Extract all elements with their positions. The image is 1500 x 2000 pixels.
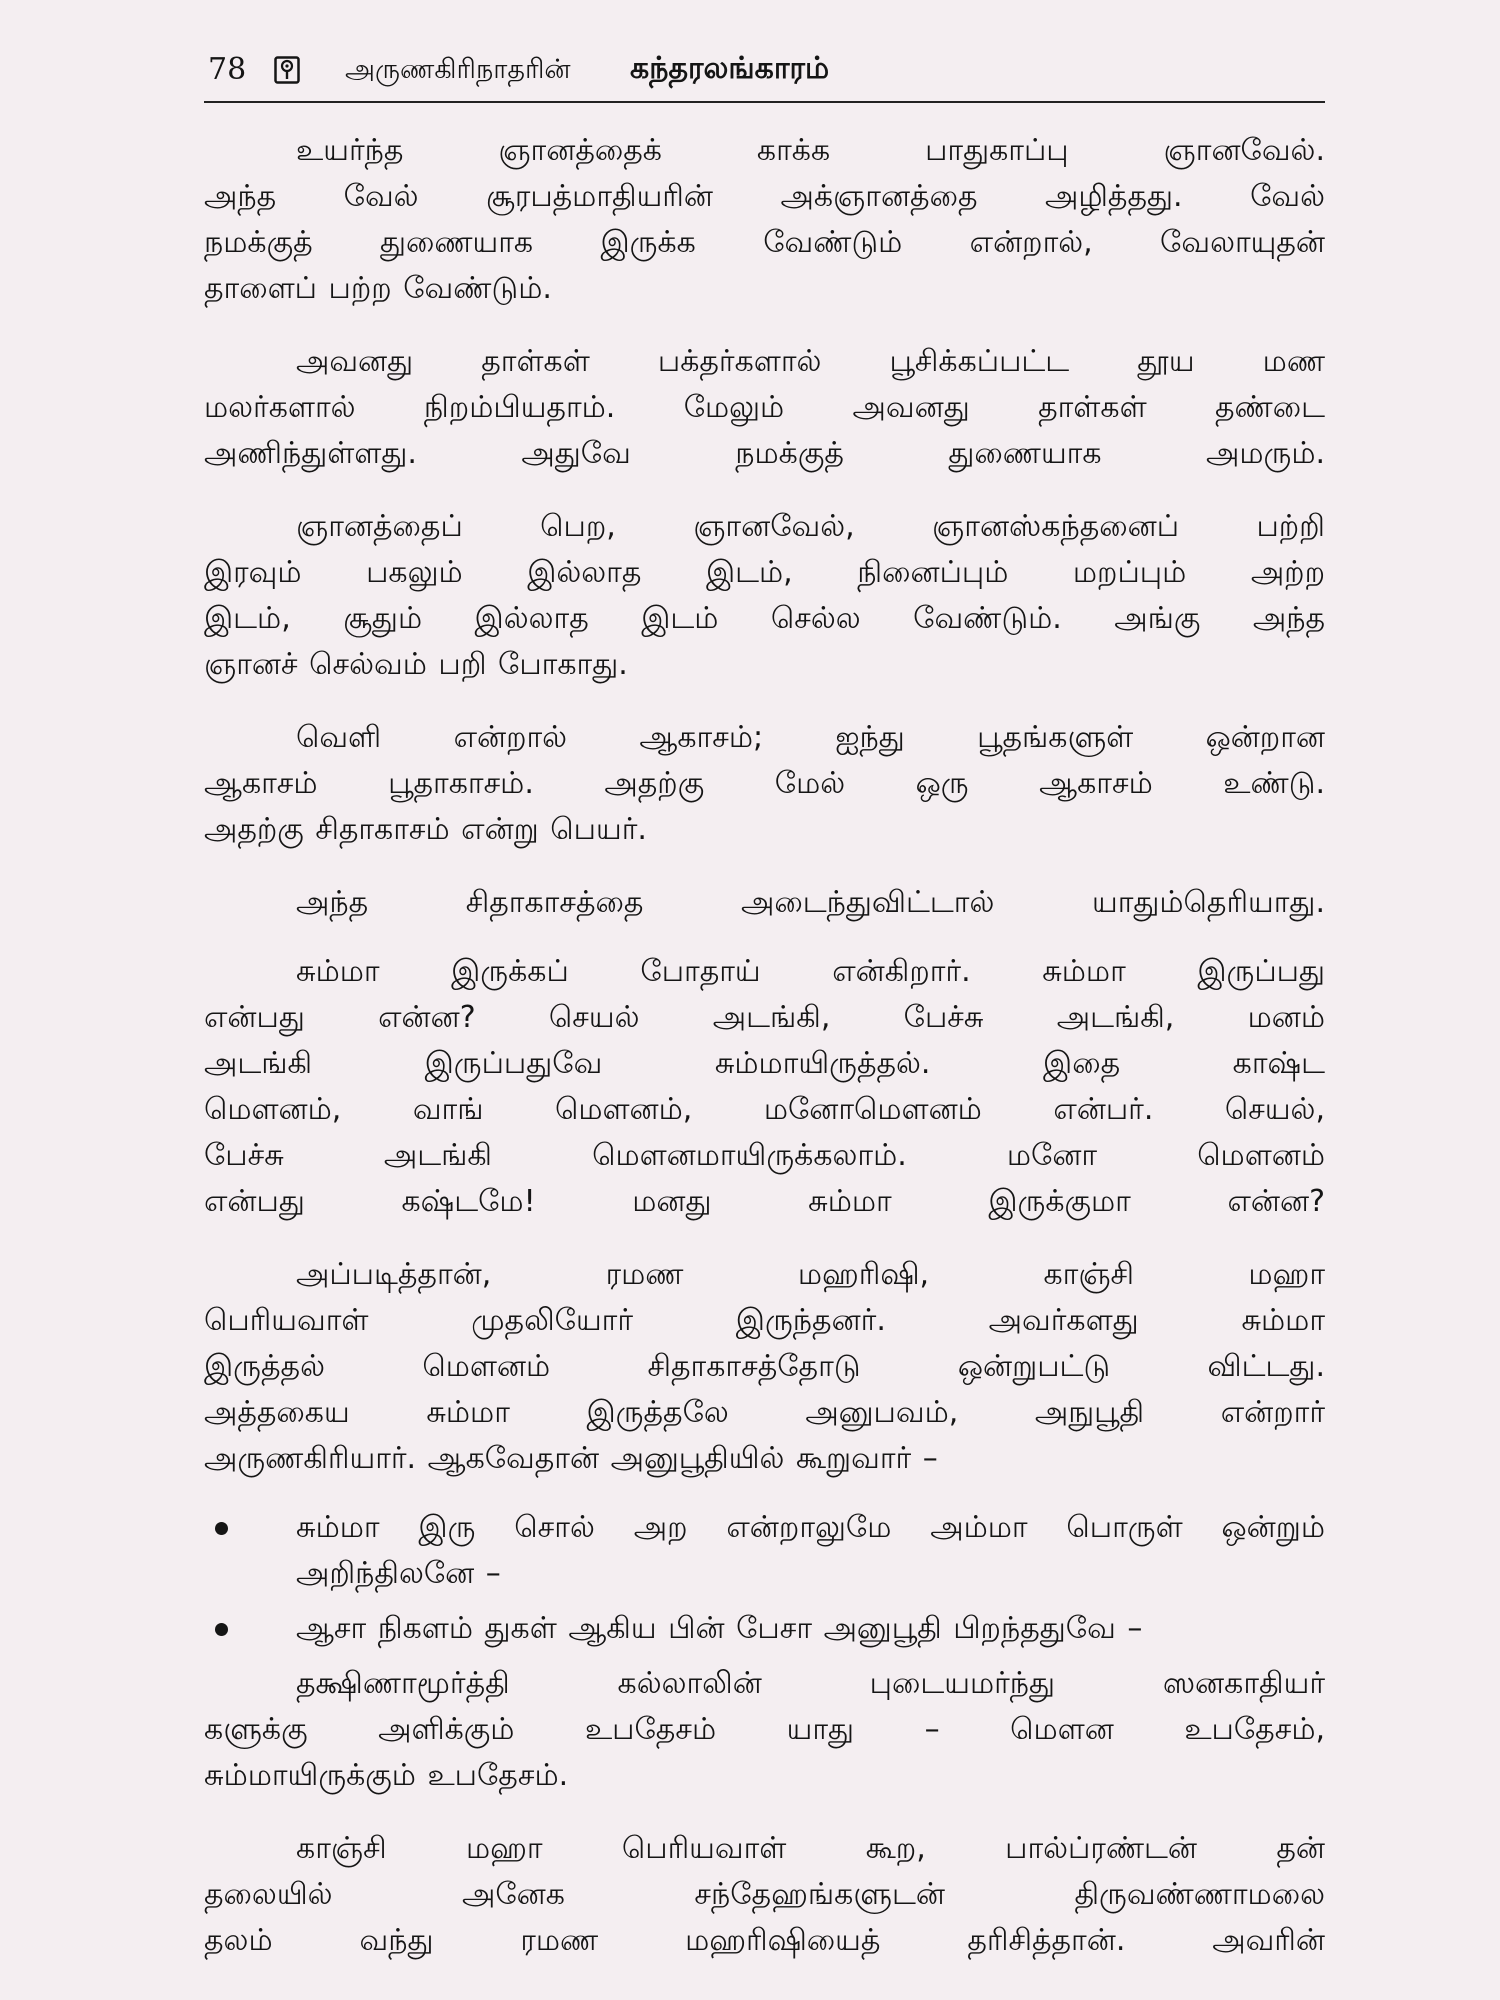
paragraph xyxy=(204,880,1325,926)
text-line: இரவும் பகலும் இல்லாத இடம், நினைப்பும் மறப்பும் அற்ற xyxy=(204,555,1325,590)
text-line: உயர்ந்த ஞானத்தைக் காக்க பாதுகாப்பு ஞானவேல். xyxy=(296,133,1325,168)
text-line: தாளைப் பற்ற வேண்டும். xyxy=(204,271,552,306)
text-line: இருத்தல் மௌனம் சிதாகாசத்தோடு ஒன்றுபட்டு விட்டது. xyxy=(204,1349,1325,1384)
body-text xyxy=(204,128,1325,1964)
text-line: நமக்குத் துணையாக இருக்க வேண்டும் என்றால், வேலாயுதன் xyxy=(204,225,1325,260)
text-line: அந்த சிதாகாசத்தை அடைந்துவிட்டால் யாதும்தெரியாது. xyxy=(296,885,1325,920)
text-line: தலம் வந்து ரமண மஹரிஷியைத் தரிசித்தான். அவரின் xyxy=(204,1923,1325,1958)
header-rule xyxy=(204,101,1325,103)
text-line: தலையில் அனேக சந்தேஹங்களுடன் திருவண்ணாமலை xyxy=(204,1877,1325,1912)
paragraph xyxy=(204,1826,1325,1964)
bullet-text: சும்மா இரு சொல் அற என்றாலுமே அம்மா பொருள் ஒன்றும் xyxy=(296,1510,1325,1545)
paragraph xyxy=(204,1661,1325,1799)
text-line: அறிந்திலனே – xyxy=(296,1556,501,1591)
text-line: அருணகிரியார். ஆகவேதான் அனுபூதியில் கூறுவார் – xyxy=(204,1441,938,1476)
publisher-emblem-icon xyxy=(274,56,300,84)
text-line: ஞானச் செல்வம் பறி போகாது. xyxy=(204,647,628,682)
text-line: ஞானத்தைப் பெற, ஞானவேல், ஞானஸ்கந்தனைப் பற்றி xyxy=(296,509,1325,544)
paragraph xyxy=(204,1252,1325,1482)
text-line: அணிந்துள்ளது. அதுவே நமக்குத் துணையாக அமரும். xyxy=(204,436,1325,471)
text-line: மலர்களால் நிறம்பியதாம். மேலும் அவனது தாள்கள் தண்டை xyxy=(204,390,1325,425)
text-line: அத்தகைய சும்மா இருத்தலே அனுபவம், அநுபூதி என்றார் xyxy=(204,1395,1325,1430)
bullet-text: ஆசா நிகளம் துகள் ஆகிய பின் பேசா அனுபூதி பிறந்ததுவே – xyxy=(296,1611,1143,1646)
text-line: சும்மா இருக்கப் போதாய் என்கிறார். சும்மா இருப்பது xyxy=(296,954,1325,989)
text-line: இடம், சூதும் இல்லாத இடம் செல்ல வேண்டும். அங்கு அந்த xyxy=(204,601,1325,636)
text-line: களுக்கு அளிக்கும் உபதேசம் யாது – மௌன உபதேசம், xyxy=(204,1712,1325,1747)
bullet-item xyxy=(204,1606,1325,1652)
text-line: சும்மாயிருக்கும் உபதேசம். xyxy=(204,1758,569,1793)
book-title: கந்தரலங்காரம் xyxy=(630,51,830,86)
text-line: மௌனம், வாங் மௌனம், மனோமௌனம் என்பர். செயல், xyxy=(204,1092,1325,1127)
text-line: அந்த வேல் சூரபத்மாதியரின் அக்ஞானத்தை அழித்தது. வேல் xyxy=(204,179,1325,214)
text-line: ஆகாசம் பூதாகாசம். அதற்கு மேல் ஒரு ஆகாசம் உண்டு. xyxy=(204,766,1325,801)
text-line: பேச்சு அடங்கி மௌனமாயிருக்கலாம். மனோ மௌனம் xyxy=(204,1138,1325,1173)
paragraph xyxy=(204,128,1325,312)
text-line: அதற்கு சிதாகாசம் என்று பெயர். xyxy=(204,812,647,847)
paragraph xyxy=(204,949,1325,1225)
book-author: அருணகிரிநாதரின் xyxy=(345,54,571,85)
text-line: என்பது என்ன? செயல் அடங்கி, பேச்சு அடங்கி, மனம் xyxy=(204,1000,1325,1035)
text-line xyxy=(204,1505,1325,1551)
bullet-dot-icon xyxy=(215,1522,228,1535)
text-line: என்பது கஷ்டமே! மனது சும்மா இருக்குமா என்ன? xyxy=(204,1184,1325,1219)
text-line: காஞ்சி மஹா பெரியவாள் கூற, பால்ப்ரண்டன் தன் xyxy=(296,1831,1325,1866)
text-line: பெரியவாள் முதலியோர் இருந்தனர். அவர்களது சும்மா xyxy=(204,1303,1325,1338)
text-line: வெளி என்றால் ஆகாசம்; ஐந்து பூதங்களுள் ஒன்றான xyxy=(296,720,1325,755)
text-line: அப்படித்தான், ரமண மஹரிஷி, காஞ்சி மஹா xyxy=(296,1257,1325,1292)
text-line: அடங்கி இருப்பதுவே சும்மாயிருத்தல். இதை காஷ்ட xyxy=(204,1046,1325,1081)
text-line: அவனது தாள்கள் பக்தர்களால் பூசிக்கப்பட்ட தூய மண xyxy=(296,344,1325,379)
page-number: 78 xyxy=(208,52,247,87)
text-line xyxy=(204,1606,1325,1652)
paragraph xyxy=(204,715,1325,853)
text-line: தக்ஷிணாமூர்த்தி கல்லாலின் புடையமர்ந்து ஸனகாதியர் xyxy=(296,1666,1325,1701)
paragraph xyxy=(204,504,1325,688)
bullet-dot-icon xyxy=(215,1623,228,1636)
bullet-item xyxy=(204,1505,1325,1597)
paragraph xyxy=(204,339,1325,477)
